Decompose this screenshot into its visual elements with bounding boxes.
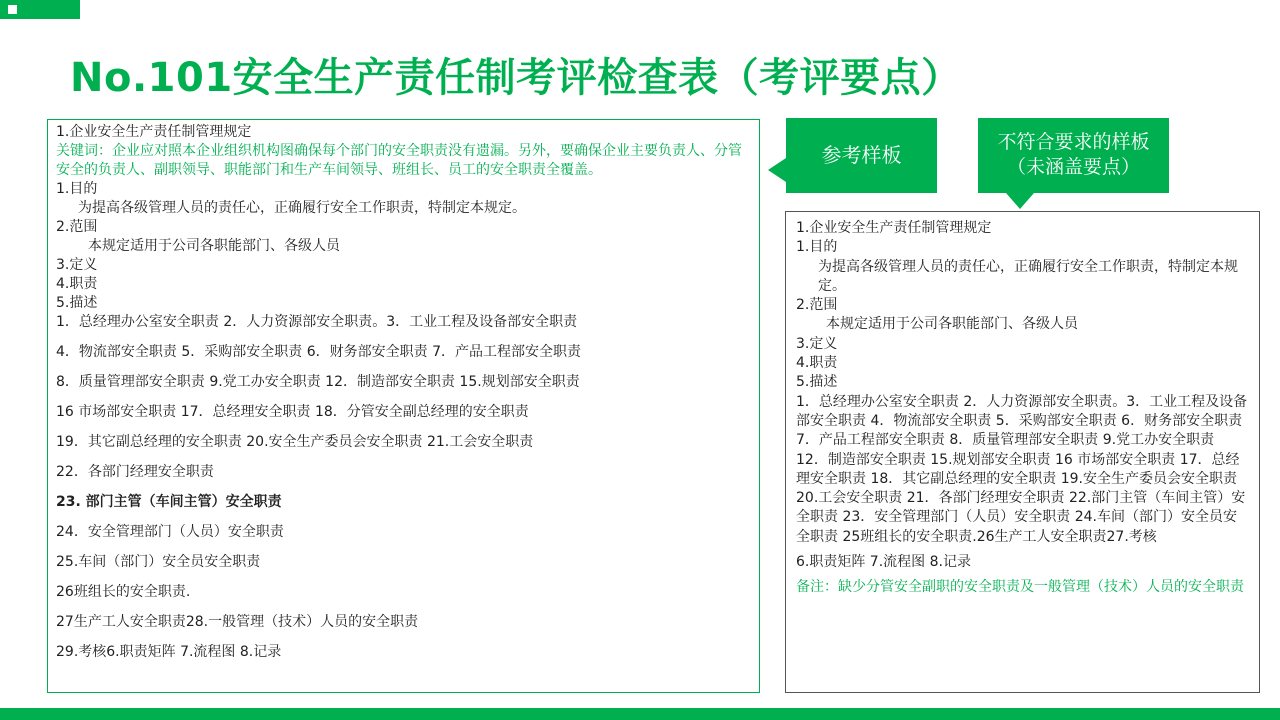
reference-sample-callout: 参考样板 — [786, 118, 937, 193]
left-keyword-note: 关键词：企业应对照本企业组织机构图确保每个部门的安全职责没有遗漏。另外，要确保企业主要负责人、分管安全的负责人、副职领导、职能部门和生产车间领导、班组长、员工的安全职责全覆盖。 — [56, 143, 742, 178]
noncompliant-sample-box — [785, 211, 1260, 693]
left-desc-item-highlight: 23. 部门主管（车间主管）安全职责 — [56, 494, 282, 510]
top-tab-marker — [0, 0, 80, 19]
left-scope-text: 本规定适用于公司各职能部门、各级人员 — [88, 238, 340, 254]
right-purpose-text: 为提高各级管理人员的责任心，正确履行安全工作职责，特制定本规定。 — [818, 258, 1238, 294]
square-icon — [8, 5, 17, 14]
left-desc-item: 8．质量管理部安全职责 9.党工办安全职责 12．制造部安全职责 15.规划部安全职责 — [56, 374, 580, 390]
left-desc-item: 25.车间（部门）安全员安全职责 — [56, 554, 261, 570]
left-desc-item: 26班组长的安全职责. — [56, 584, 191, 600]
bottom-accent-bar — [0, 708, 1280, 720]
noncompliant-callout-line1: 不符合要求的样板 — [997, 131, 1150, 153]
right-section-description: 5.描述 — [796, 374, 838, 391]
left-section-description: 5.描述 — [56, 295, 98, 311]
right-section-definition: 3.定义 — [796, 335, 838, 352]
left-desc-item: 19．其它副总经理的安全职责 20.安全生产委员会安全职责 21.工会安全职责 — [56, 434, 534, 450]
left-section-definition: 3.定义 — [56, 257, 98, 273]
left-desc-item: 22．各部门经理安全职责 — [56, 464, 214, 480]
right-section-scope: 2.范围 — [796, 297, 838, 314]
page-title: No.101安全生产责任制考评检查表（考评要点） — [70, 55, 962, 101]
noncompliant-sample-callout — [978, 118, 1169, 193]
left-desc-item: 1．总经理办公室安全职责 2．人力资源部安全职责。3．工业工程及设备部安全职责 — [56, 314, 578, 330]
left-desc-item: 27生产工人安全职责28.一般管理（技术）人员的安全职责 — [56, 614, 419, 630]
left-section-duties: 4.职责 — [56, 276, 98, 292]
right-remark-note: 备注：缺少分管安全副职的安全职责及一般管理（技术）人员的安全职责 — [796, 579, 1244, 596]
right-scope-text: 本规定适用于公司各职能部门、各级人员 — [826, 316, 1078, 333]
reference-sample-box — [47, 119, 760, 693]
left-desc-item: 24．安全管理部门（人员）安全职责 — [56, 524, 284, 540]
right-desc-text: 1．总经理办公室安全职责 2．人力资源部安全职责。3．工业工程及设备部安全职责 4．物流部安全职责 5．采购部安全职责 6．财务部安全职责 7．产品工程部安全职责 8．质量管理部安全职责 9.党工办安全职责 12．制造部安全职责 15.规划部安全职责 16 市场部安全职责 17．总经理安全职责 18．其它副总经理的安全职责 19.安全生产委员会安全职责 20.工会安全职责 21．各部门经理安全职责 22.部门主管（车间主管）安全职责 23．安全管理部门（人员）安全职责 24.车间（部门）安全员安全职责 25班组长的安全职责.26生产工人安全职责27.考核 — [796, 393, 1248, 545]
left-desc-item: 16 市场部安全职责 17．总经理安全职责 18．分管安全副总经理的安全职责 — [56, 404, 529, 420]
left-desc-item: 29.考核6.职责矩阵 7.流程图 8.记录 — [56, 644, 282, 660]
left-purpose-text: 为提高各级管理人员的责任心，正确履行安全工作职责，特制定本规定。 — [78, 200, 526, 216]
right-matrix-line: 6.职责矩阵 7.流程图 8.记录 — [796, 554, 971, 571]
left-section-purpose: 1.目的 — [56, 181, 98, 197]
noncompliant-callout-line2: （未涵盖要点） — [1006, 156, 1140, 178]
right-section-duties: 4.职责 — [796, 355, 838, 372]
left-heading: 1.企业安全生产责任制管理规定 — [56, 124, 252, 140]
left-section-scope: 2.范围 — [56, 219, 98, 235]
right-heading: 1.企业安全生产责任制管理规定 — [796, 220, 992, 236]
right-section-purpose: 1.目的 — [796, 239, 838, 256]
left-desc-item: 4．物流部安全职责 5．采购部安全职责 6．财务部安全职责 7．产品工程部安全职责 — [56, 344, 581, 360]
